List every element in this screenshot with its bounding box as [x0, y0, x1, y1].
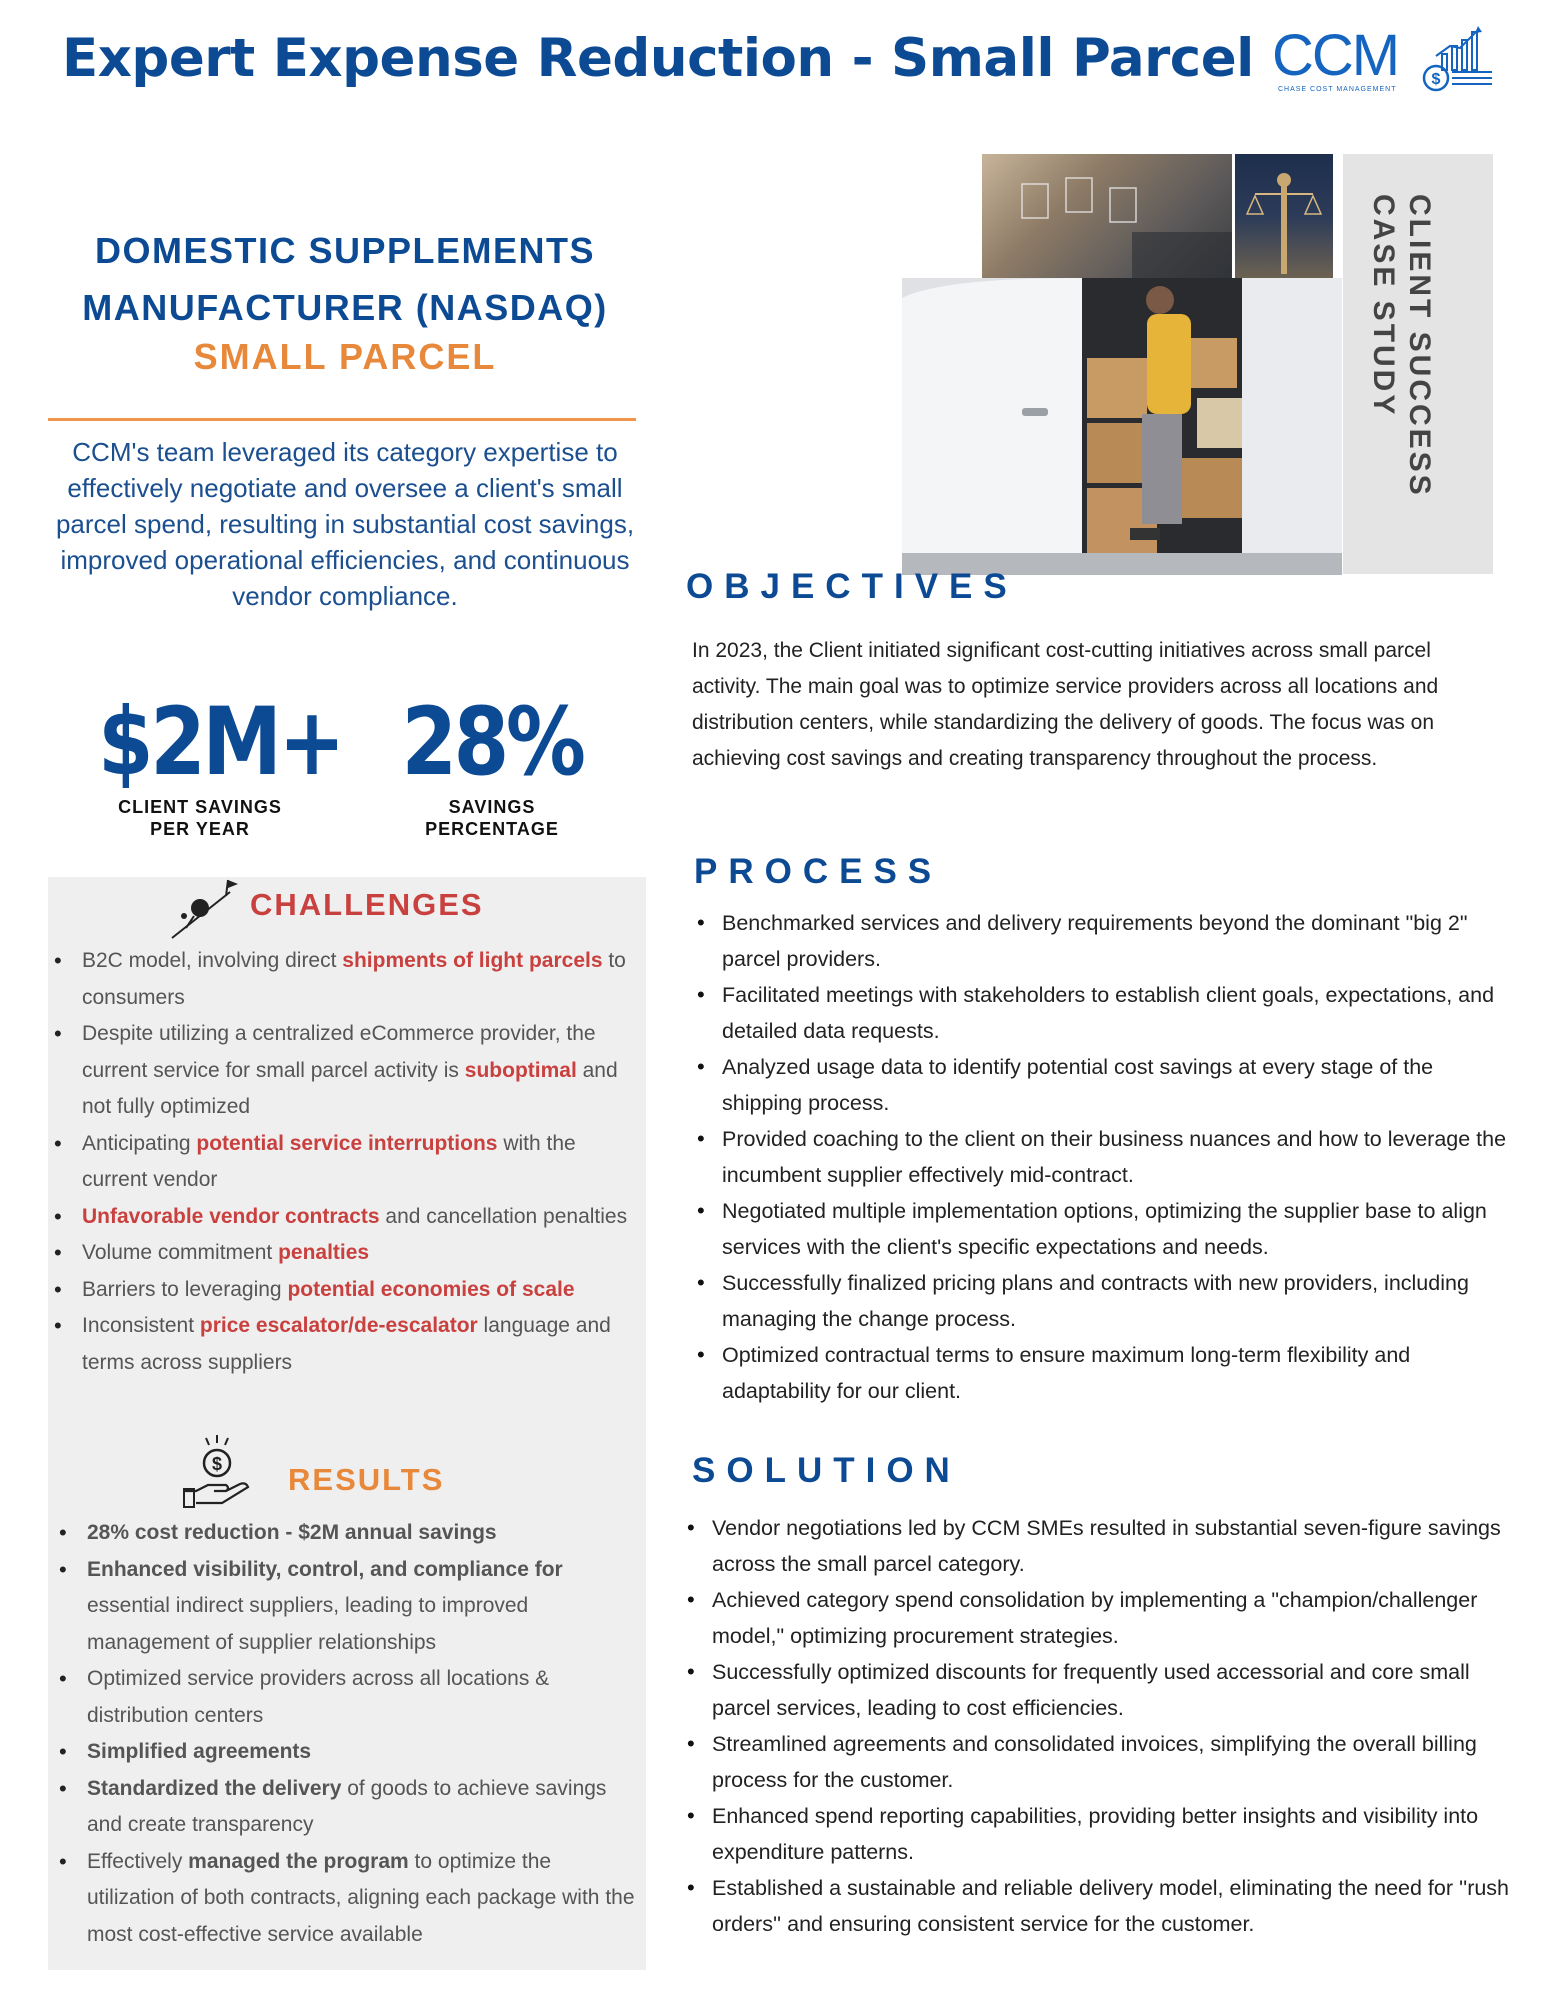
stat-label-line: PERCENTAGE — [425, 819, 559, 839]
growth-coin-icon — [1422, 26, 1497, 96]
client-name — [45, 222, 645, 336]
digital-documents-image — [982, 154, 1232, 278]
justice-statue-photo — [1235, 154, 1333, 278]
case-study-line1: CLIENT SUCCESS — [1403, 194, 1436, 498]
list-item: • Enhanced visibility, control, and compliance for essential indirect suppliers, leading to improved management of supplier relationships — [53, 1552, 643, 1662]
list-item: • Barriers to leveraging potential economies of scale — [48, 1272, 646, 1309]
list-item: • Facilitated meetings with stakeholders to establish client goals, expectations, and detailed data requests. — [690, 977, 1510, 1049]
list-item: • Volume commitment penalties — [48, 1235, 646, 1272]
list-item: • B2C model, involving direct shipments of light parcels to consumers — [48, 943, 646, 1016]
results-list — [53, 1515, 643, 1953]
list-item: • Standardized the delivery of goods to achieve savings and create transparency — [53, 1771, 643, 1844]
savings-percentage-label — [372, 796, 612, 840]
logo-text: CCM — [1272, 23, 1399, 88]
client-name-line1: DOMESTIC SUPPLEMENTS — [94, 230, 596, 271]
objectives-paragraph: In 2023, the Client initiated significant cost-cutting initiatives across small parcel activity. The main goal was to optimize service providers across all locations and distribution centers, while standardizing the delivery of goods. The focus was on achieving cost savings and creating transparency throughout the process. — [692, 639, 1439, 770]
list-item: • Streamlined agreements and consolidated invoices, simplifying the overall billing process for the customer. — [680, 1726, 1515, 1798]
list-item: • Effectively managed the program to optimize the utilization of both contracts, aligning each package with the most cost-effective service available — [53, 1844, 643, 1954]
list-item: • Achieved category spend consolidation by implementing a "champion/challenger model," optimizing procurement strategies. — [680, 1582, 1515, 1654]
list-item: • Simplified agreements — [53, 1734, 643, 1771]
delivery-van-photo — [902, 278, 1342, 575]
challenges-list — [48, 943, 646, 1381]
list-item: • Despite utilizing a centralized eCommerce provider, the current service for small parcel activity is suboptimal and not fully optimized — [48, 1016, 646, 1126]
list-item: • Provided coaching to the client on their business nuances and how to leverage the incumbent supplier effectively mid-contract. — [690, 1121, 1510, 1193]
list-item: • Optimized contractual terms to ensure maximum long-term flexibility and adaptability for our client. — [690, 1337, 1510, 1409]
savings-percentage-stat: 28% — [401, 688, 583, 797]
list-item: • Benchmarked services and delivery requirements beyond the dominant "big 2" parcel providers. — [690, 905, 1510, 977]
results-title: RESULTS — [288, 1462, 445, 1497]
solution-list — [680, 1510, 1515, 1942]
intro-paragraph: CCM's team leveraged its category expertise to effectively negotiate and oversee a client's small parcel spend, resulting in substantial cost savings, improved operational efficiencies, and continuous vendor compliance. — [55, 437, 635, 611]
stat-label-line: SAVINGS — [448, 797, 536, 817]
category-label: SMALL PARCEL — [193, 336, 497, 377]
courier-loading-van-image — [902, 278, 1342, 575]
list-item: • Optimized service providers across all locations & distribution centers — [53, 1661, 643, 1734]
uphill-boulder-icon — [170, 878, 240, 940]
objectives-title: OBJECTIVES — [686, 567, 1018, 606]
scales-of-justice-image — [1235, 154, 1333, 278]
case-study-label — [1365, 194, 1437, 574]
process-title: PROCESS — [694, 852, 943, 891]
stat-label-line: PER YEAR — [150, 819, 250, 839]
divider — [48, 418, 636, 421]
challenges-title: CHALLENGES — [250, 887, 484, 922]
savings-amount-stat: $2M+ — [98, 688, 343, 797]
svg-text:$: $ — [1431, 71, 1441, 88]
list-item: • Inconsistent price escalator/de-escalator language and terms across suppliers — [48, 1308, 646, 1381]
solution-title: SOLUTION — [692, 1451, 961, 1490]
money-hand-icon — [182, 1433, 252, 1511]
business-photo — [982, 154, 1232, 278]
hero-image-collage — [902, 154, 1493, 574]
list-item: • Successfully optimized discounts for frequently used accessorial and core small parcel services, leading to cost efficiencies. — [680, 1654, 1515, 1726]
page-title: Expert Expense Reduction - Small Parcel — [62, 28, 1254, 89]
list-item: • Established a sustainable and reliable delivery model, eliminating the need for ''rush orders'' and ensuring consistent service for the customer. — [680, 1870, 1515, 1942]
list-item: • Unfavorable vendor contracts and cancellation penalties — [48, 1199, 646, 1236]
process-list — [690, 905, 1510, 1409]
savings-amount-label — [80, 796, 320, 840]
list-item: • Successfully finalized pricing plans and contracts with new providers, including managing the change process. — [690, 1265, 1510, 1337]
case-study-line2: CASE STUDY — [1367, 194, 1400, 418]
client-name-line2: MANUFACTURER (NASDAQ) — [82, 287, 608, 328]
list-item: • Analyzed usage data to identify potential cost savings at every stage of the shipping process. — [690, 1049, 1510, 1121]
list-item: • Negotiated multiple implementation options, optimizing the supplier base to align services with the client's specific expectations and needs. — [690, 1193, 1510, 1265]
list-item: • Vendor negotiations led by CCM SMEs resulted in substantial seven-figure savings across the small parcel category. — [680, 1510, 1515, 1582]
company-logo — [1272, 23, 1497, 96]
svg-text:$: $ — [211, 1454, 223, 1474]
stat-label-line: CLIENT SAVINGS — [118, 797, 282, 817]
list-item: • Enhanced spend reporting capabilities, providing better insights and visibility into expenditure patterns. — [680, 1798, 1515, 1870]
list-item: • Anticipating potential service interruptions with the current vendor — [48, 1126, 646, 1199]
list-item: • 28% cost reduction - $2M annual savings — [53, 1515, 643, 1552]
logo-subtext: CHASE COST MANAGEMENT — [1278, 86, 1397, 93]
